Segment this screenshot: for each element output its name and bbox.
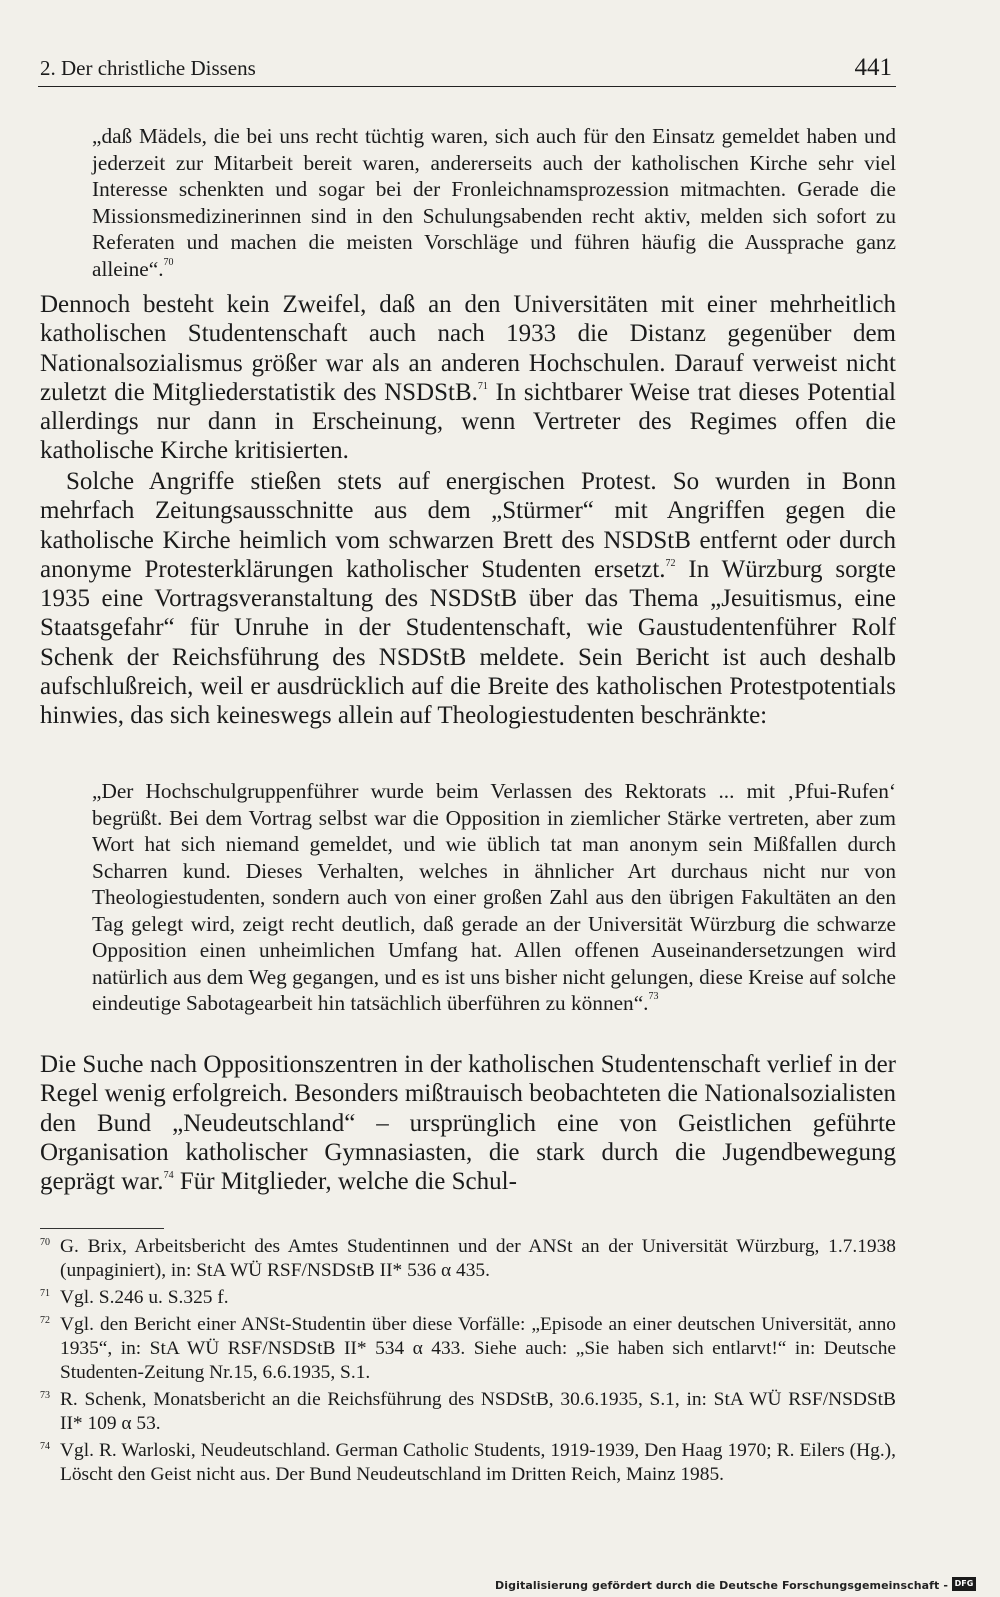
dfg-logo-icon: DFG (952, 1577, 976, 1591)
footnote-ref-71[interactable]: 71 (477, 380, 488, 392)
footnote-text: Vgl. den Bericht einer ANSt-Studentin über diese Vorfälle: „Episode an einer deutschen Universität, anno 1935“, in: StA WÜ RSF/NSDStB II* 534 α 433. Siehe auch: „Sie haben sich entlarvt!“ in: Deutsche Studenten-Zeitung Nr.15, 6.6.1935, S.1. (60, 1314, 896, 1383)
footnote-number: 73 (40, 1390, 50, 1401)
paragraph-1-text-b: In sichtbarer Weise trat dieses Potential allerdings nur dann in Erscheinung, wenn Vertreter des Regimes offen die katholische Kirche kritisierten. (40, 378, 897, 465)
paragraph-2-text-a: Solche Angriffe stießen stets auf energischen Protest. So wurden in Bonn mehrfach Zeitungsausschnitte aus dem „Stürmer“ mit Angriffen gegen die katholische Kirche heimlich vom schwarzen Brett des NSDStB entfernt oder durch anonyme Protesterklärungen katholischer Studenten ersetzt. (40, 468, 896, 583)
footnote-number: 71 (40, 1288, 50, 1299)
running-header (38, 52, 896, 87)
block-quote-2 (92, 778, 896, 1017)
quote-2-text: „Der Hochschulgruppenführer wurde beim Verlassen des Rektorats ... mit ‚Pfui-Rufen‘ begrüßt. Bei dem Vortrag selbst war die Opposition in ziemlicher Stärke vertreten, aber zum Wort hat sich niemand gemeldet, und wie üblich tat man anonym sein Mißfallen durch Scharren kund. Dieses Verhalten, welches in ähnlicher Art durchaus nicht nur von Theologiestudenten, sondern auch von einer großen Zahl aus den übrigen Fakultäten an den Tag gelegt wird, zeigt recht deutlich, daß gerade an der Universität Würzburg die schwarze Opposition einen unheimlichen Umfang hat. Allen offenen Auseinandersetzungen wird natürlich aus dem Weg gegangen, und es ist uns bisher nicht gelungen, diese Kreise auf solche eindeutige Sabotagearbeit hin tatsächlich überführen zu können“. (92, 779, 896, 1015)
running-title: 2. Der christliche Dissens (40, 56, 256, 80)
paragraph-3 (40, 1050, 896, 1196)
footnote-text: R. Schenk, Monatsbericht an die Reichsführung des NSDStB, 30.6.1935, S.1, in: StA WÜ RSF/NSDStB II* 109 α 53. (60, 1389, 896, 1434)
footnote-74 (40, 1439, 896, 1487)
paragraph-1 (40, 290, 896, 466)
paragraph-3-text-b: Für Mitglieder, welche die Schul- (173, 1168, 517, 1196)
footnote-71 (40, 1286, 896, 1310)
paragraph-2-text-b: In Würzburg sorgte 1935 eine Vortragsveranstaltung des NSDStB über das Thema „Jesuitismus, eine Staatsgefahr“ für Unruhe in der Studentenschaft, wie Gaustudentenführer Rolf Schenk der Reichsführung des NSDStB meldete. Sein Bericht ist auch deshalb aufschlußreich, weil er ausdrücklich auf die Breite des katholischen Protestpotentials hinwies, das sich keineswegs allein auf Theologiestudenten beschränkte: (40, 555, 896, 730)
footnote-ref-72[interactable]: 72 (665, 557, 676, 569)
paragraph-2 (40, 467, 896, 731)
footnote-ref-74[interactable]: 74 (163, 1170, 174, 1182)
quote-1-text: „daß Mädels, die bei uns recht tüchtig waren, sich auch für den Einsatz gemeldet haben und jederzeit zur Mitarbeit bereit waren, andererseits auch der katholischen Kirche sehr viel Interesse schenkten und sogar bei der Fronleichnamsprozession mitmachten. Gerade die Missionsmedizinerinnen sind in den Schulungsabenden recht aktiv, melden sich sofort zu Referaten und machen die meisten Vorschläge und führen häufig die Aussprache ganz alleine“. (92, 124, 896, 281)
footnotes (40, 1235, 896, 1490)
footnote-separator (40, 1228, 164, 1229)
footnote-70 (40, 1235, 896, 1283)
footnote-text: Vgl. S.246 u. S.325 f. (60, 1287, 229, 1308)
footnote-text: G. Brix, Arbeitsbericht des Amtes Studentinnen und der ANSt an der Universität Würzburg, 1.7.1938 (unpaginiert), in: StA WÜ RSF/NSDStB II* 536 α 435. (60, 1236, 896, 1281)
paragraph-1-text-a: Dennoch besteht kein Zweifel, daß an den Universitäten mit einer mehrheitlich katholischen Studentenschaft auch nach 1933 die Distanz gegenüber dem Nationalsozialismus größer war als an anderen Hochschulen. Darauf verweist nicht zuletzt die Mitgliederstatistik des NSDStB. (40, 291, 896, 406)
digitization-notice: Digitalisierung gefördert durch die Deutsche Forschungsgemeinschaft - (495, 1579, 948, 1592)
footnote-number: 70 (40, 1237, 50, 1248)
footnote-number: 74 (40, 1441, 50, 1452)
paragraph-3-text-a: Die Suche nach Oppositionszentren in der katholischen Studentenschaft verlief in der Regel wenig erfolgreich. Besonders mißtrauisch beobachteten die Nationalsozialisten den Bund „Neudeutschland“ – ursprünglich eine von Geistlichen geführte Organisation katholischer Gymnasiasten, die stark durch die Jugendbewegung geprägt war. (40, 1051, 896, 1196)
footnote-text: Vgl. R. Warloski, Neudeutschland. German Catholic Students, 1919-1939, Den Haag 1970; R. Eilers (Hg.), Löscht den Geist nicht aus. Der Bund Neudeutschland im Dritten Reich, Mainz 1985. (60, 1440, 896, 1485)
block-quote-1 (92, 123, 896, 282)
footnote-ref-70[interactable]: 70 (163, 256, 174, 268)
footnote-73 (40, 1388, 896, 1436)
page-number: 441 (854, 54, 892, 81)
footnote-number: 72 (40, 1315, 50, 1326)
footnote-ref-73[interactable]: 73 (648, 991, 659, 1002)
footnote-72 (40, 1313, 896, 1385)
